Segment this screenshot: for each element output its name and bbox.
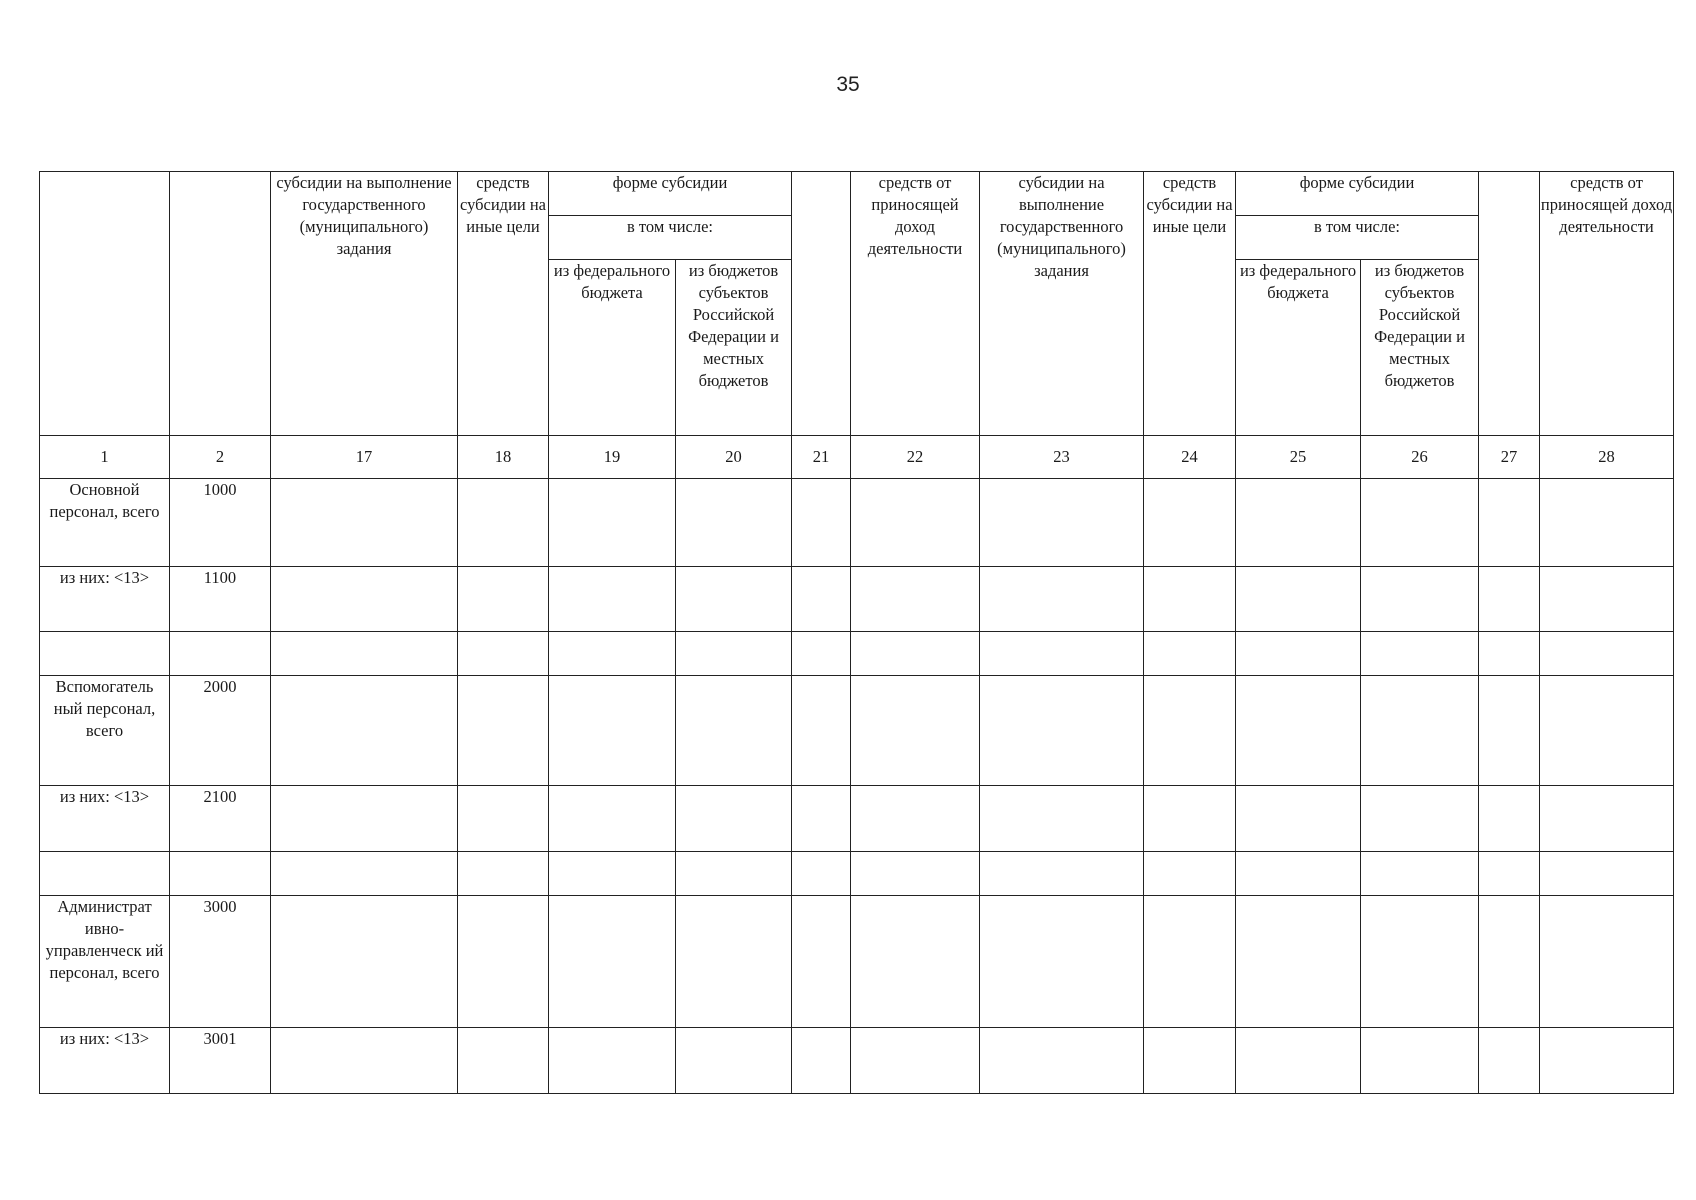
empty-cell xyxy=(1479,786,1540,852)
empty-cell xyxy=(1540,567,1674,632)
empty-cell xyxy=(458,852,549,896)
empty-cell xyxy=(1236,676,1361,786)
header-row-1 xyxy=(40,172,1674,216)
header-c17: субсидии на выполнение государственного (муниципального) задания xyxy=(271,172,458,436)
table-row xyxy=(40,567,1674,632)
header-c26: из бюджетов субъектов Российской Федерации и местных бюджетов xyxy=(1361,260,1479,436)
row-code: 1000 xyxy=(170,479,271,567)
empty-cell xyxy=(1144,852,1236,896)
empty-cell xyxy=(1540,852,1674,896)
empty-cell xyxy=(980,676,1144,786)
empty-cell xyxy=(792,479,851,567)
empty-cell xyxy=(549,567,676,632)
empty-cell xyxy=(1236,1028,1361,1094)
column-number: 19 xyxy=(549,436,676,479)
empty-cell xyxy=(792,896,851,1028)
empty-cell xyxy=(1361,632,1479,676)
header-cell-1 xyxy=(40,172,170,436)
header-c20: из бюджетов субъектов Российской Федерации и местных бюджетов xyxy=(676,260,792,436)
empty-cell xyxy=(851,1028,980,1094)
column-number: 23 xyxy=(980,436,1144,479)
row-label: из них: <13> xyxy=(40,567,170,632)
empty-cell xyxy=(851,896,980,1028)
empty-cell xyxy=(792,786,851,852)
row-code: 3001 xyxy=(170,1028,271,1094)
empty-cell xyxy=(851,567,980,632)
header-c24: средств субсидии на иные цели xyxy=(1144,172,1236,436)
empty-cell xyxy=(1361,676,1479,786)
empty-cell xyxy=(549,479,676,567)
empty-cell xyxy=(458,567,549,632)
column-number: 2 xyxy=(170,436,271,479)
empty-cell xyxy=(549,632,676,676)
column-number: 22 xyxy=(851,436,980,479)
empty-cell xyxy=(980,479,1144,567)
empty-cell xyxy=(980,1028,1144,1094)
header-c25-26-group: форме субсидии xyxy=(1236,172,1479,216)
empty-cell xyxy=(1236,632,1361,676)
empty-cell xyxy=(792,676,851,786)
empty-cell xyxy=(676,1028,792,1094)
empty-cell xyxy=(980,896,1144,1028)
table-row xyxy=(40,676,1674,786)
empty-cell xyxy=(1144,567,1236,632)
empty-cell xyxy=(1540,896,1674,1028)
empty-cell xyxy=(1361,786,1479,852)
empty-cell xyxy=(1236,786,1361,852)
column-number: 18 xyxy=(458,436,549,479)
empty-cell xyxy=(271,852,458,896)
header-c27 xyxy=(1479,172,1540,436)
empty-cell xyxy=(676,676,792,786)
empty-cell xyxy=(676,852,792,896)
empty-cell xyxy=(851,676,980,786)
header-c28: средств от приносящей доход деятельности xyxy=(1540,172,1674,436)
row-code xyxy=(170,632,271,676)
row-code: 3000 xyxy=(170,896,271,1028)
empty-cell xyxy=(549,1028,676,1094)
table-row xyxy=(40,896,1674,1028)
empty-cell xyxy=(1479,567,1540,632)
empty-cell xyxy=(1144,896,1236,1028)
empty-cell xyxy=(549,852,676,896)
header-c19-20-sub: в том числе: xyxy=(549,216,792,260)
row-label xyxy=(40,852,170,896)
empty-cell xyxy=(1540,479,1674,567)
empty-cell xyxy=(271,896,458,1028)
table-row xyxy=(40,1028,1674,1094)
table-row xyxy=(40,479,1674,567)
page-number: 35 xyxy=(836,73,860,96)
empty-cell xyxy=(271,1028,458,1094)
empty-cell xyxy=(1479,479,1540,567)
empty-cell xyxy=(549,896,676,1028)
header-c19: из федерального бюджета xyxy=(549,260,676,436)
empty-cell xyxy=(1236,896,1361,1028)
column-number: 17 xyxy=(271,436,458,479)
empty-cell xyxy=(792,852,851,896)
empty-cell xyxy=(980,786,1144,852)
empty-cell xyxy=(549,786,676,852)
header-c19-20-group: форме субсидии xyxy=(549,172,792,216)
empty-cell xyxy=(1361,852,1479,896)
empty-cell xyxy=(1540,786,1674,852)
empty-cell xyxy=(676,479,792,567)
empty-cell xyxy=(1479,1028,1540,1094)
header-c23: субсидии на выполнение государственного (муниципального) задания xyxy=(980,172,1144,436)
column-number-row xyxy=(40,436,1674,479)
empty-cell xyxy=(792,567,851,632)
empty-cell xyxy=(458,479,549,567)
empty-cell xyxy=(271,676,458,786)
header-cell-2 xyxy=(170,172,271,436)
header-c18: средств субсидии на иные цели xyxy=(458,172,549,436)
empty-cell xyxy=(271,632,458,676)
row-label: Администрат ивно- управленческ ий персонал, всего xyxy=(40,896,170,1028)
empty-cell xyxy=(1236,852,1361,896)
empty-cell xyxy=(1361,1028,1479,1094)
header-c25: из федерального бюджета xyxy=(1236,260,1361,436)
empty-cell xyxy=(1144,632,1236,676)
header-c22: средств от приносящей доход деятельности xyxy=(851,172,980,436)
empty-cell xyxy=(851,852,980,896)
column-number: 20 xyxy=(676,436,792,479)
empty-cell xyxy=(980,567,1144,632)
empty-cell xyxy=(1144,676,1236,786)
column-number: 26 xyxy=(1361,436,1479,479)
empty-cell xyxy=(458,632,549,676)
row-label: из них: <13> xyxy=(40,1028,170,1094)
row-code xyxy=(170,852,271,896)
staff-payroll-table xyxy=(39,171,1674,1094)
empty-cell xyxy=(1236,479,1361,567)
table-row xyxy=(40,786,1674,852)
empty-cell xyxy=(271,786,458,852)
empty-cell xyxy=(1144,479,1236,567)
empty-cell xyxy=(271,479,458,567)
empty-cell xyxy=(1144,1028,1236,1094)
row-label: Вспомогатель ный персонал, всего xyxy=(40,676,170,786)
table-row xyxy=(40,852,1674,896)
column-number: 21 xyxy=(792,436,851,479)
empty-cell xyxy=(458,1028,549,1094)
empty-cell xyxy=(792,632,851,676)
empty-cell xyxy=(1361,896,1479,1028)
empty-cell xyxy=(1479,676,1540,786)
row-label xyxy=(40,632,170,676)
empty-cell xyxy=(549,676,676,786)
header-c25-26-sub: в том числе: xyxy=(1236,216,1479,260)
column-number: 24 xyxy=(1144,436,1236,479)
row-code: 2000 xyxy=(170,676,271,786)
empty-cell xyxy=(1540,632,1674,676)
empty-cell xyxy=(676,896,792,1028)
empty-cell xyxy=(1236,567,1361,632)
row-label: Основной персонал, всего xyxy=(40,479,170,567)
empty-cell xyxy=(1479,852,1540,896)
empty-cell xyxy=(1540,1028,1674,1094)
empty-cell xyxy=(458,676,549,786)
empty-cell xyxy=(1540,676,1674,786)
empty-cell xyxy=(676,786,792,852)
empty-cell xyxy=(1144,786,1236,852)
empty-cell xyxy=(1361,479,1479,567)
row-code: 1100 xyxy=(170,567,271,632)
column-number: 25 xyxy=(1236,436,1361,479)
empty-cell xyxy=(458,896,549,1028)
empty-cell xyxy=(1479,632,1540,676)
empty-cell xyxy=(1361,567,1479,632)
empty-cell xyxy=(271,567,458,632)
empty-cell xyxy=(676,567,792,632)
table-row xyxy=(40,632,1674,676)
empty-cell xyxy=(980,632,1144,676)
empty-cell xyxy=(792,1028,851,1094)
empty-cell xyxy=(980,852,1144,896)
empty-cell xyxy=(851,786,980,852)
column-number: 1 xyxy=(40,436,170,479)
empty-cell xyxy=(851,479,980,567)
row-code: 2100 xyxy=(170,786,271,852)
row-label: из них: <13> xyxy=(40,786,170,852)
empty-cell xyxy=(458,786,549,852)
empty-cell xyxy=(851,632,980,676)
header-c21 xyxy=(792,172,851,436)
empty-cell xyxy=(676,632,792,676)
column-number: 28 xyxy=(1540,436,1674,479)
column-number: 27 xyxy=(1479,436,1540,479)
empty-cell xyxy=(1479,896,1540,1028)
